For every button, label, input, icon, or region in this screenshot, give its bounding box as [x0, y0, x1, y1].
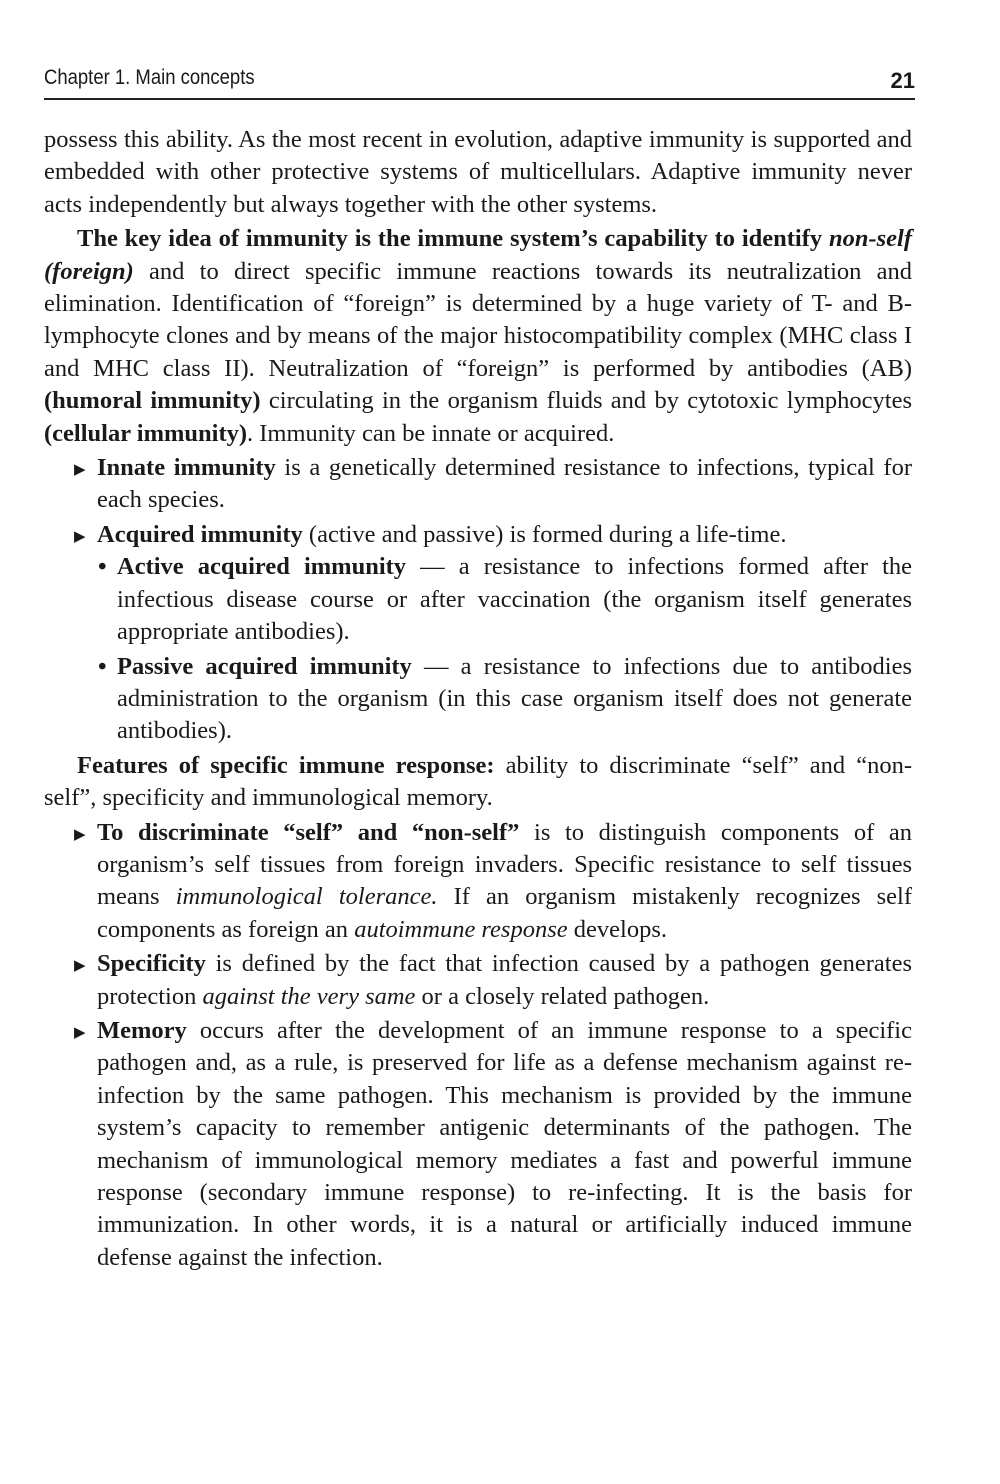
- memory-text: occurs after the development of an immune response to a specific pathogen and, as a rule, is preserved for life as a defense mechanism against re-infection by the same pathogen. This mechanism is provided by the immune system’s capacity to remember antigenic determinants of the pathogen. The mechanism of immunological memory mediates a fast and powerful immune response (secondary immune response) to re-infecting. It is the basis for immunization. In other words, it is a natural or artificially induced immune defense against the infection.: [97, 1016, 912, 1271]
- active-acquired-term: Active acquired immunity: [117, 553, 407, 581]
- passive-acquired-term: Passive acquired immunity: [117, 652, 412, 680]
- arrow-bullet-icon: ▶: [74, 526, 86, 545]
- arrow-bullet-icon: ▶: [74, 1022, 86, 1041]
- features-text: ability to discriminate “self” and “non-self”, specificity and immunological memory.: [44, 751, 912, 812]
- running-header: [44, 64, 915, 100]
- immunological-tolerance-term: immunological tolerance.: [175, 883, 438, 911]
- acquired-immunity-text: (active and passive) is formed during a life-time.: [302, 520, 787, 548]
- key-idea-text-2: circulating in the organism fluids and by cytotoxic lymphocytes: [260, 387, 913, 415]
- autoimmune-response-term: autoimmune response: [354, 915, 568, 943]
- dot-bullet-icon: •: [98, 652, 107, 680]
- passive-acquired-text: — a resistance to infections due to antibodies administration to the organism (in this case organism itself does not generate antibodies).: [117, 652, 912, 745]
- innate-immunity-text: is a genetically determined resistance to infections, typical for each species.: [97, 454, 912, 514]
- memory-item: [44, 1015, 912, 1274]
- against-the-very-same-term: against the very same: [202, 982, 416, 1010]
- humoral-immunity-term: (humoral immunity): [44, 387, 261, 415]
- dot-bullet-icon: •: [98, 553, 107, 581]
- features-paragraph: [44, 750, 912, 815]
- cellular-immunity-term: (cellular immunity): [44, 419, 248, 447]
- memory-term: Memory: [97, 1016, 187, 1044]
- chapter-title: Chapter 1. Main concepts: [44, 66, 255, 89]
- specificity-text-1: is defined by the fact that infection caused by a pathogen generates protection: [97, 950, 912, 1010]
- specificity-text-2: or a closely related pathogen.: [415, 982, 710, 1010]
- discriminate-text-3: develops.: [567, 915, 667, 943]
- innate-immunity-term: Innate immunity: [97, 454, 276, 482]
- active-acquired-item: [44, 551, 912, 648]
- discriminate-text-1: is to distinguish components of an organism’s self tissues from foreign invaders. Specific resistance to self tissues means: [97, 818, 912, 911]
- key-idea-paragraph: [44, 223, 912, 450]
- page-number: 21: [890, 68, 915, 93]
- discriminate-term: To discriminate “self” and “non-self”: [97, 818, 520, 846]
- innate-immunity-item: [44, 452, 912, 517]
- specificity-item: [44, 948, 912, 1013]
- key-idea-lead: The key idea of immunity is the immune system’s capability to identify: [77, 225, 829, 253]
- acquired-immunity-term: Acquired immunity: [97, 520, 303, 548]
- features-lead: Features of specific immune response:: [77, 751, 495, 779]
- body-text: [44, 124, 912, 1274]
- discriminate-text-2: If an organism mistakenly recognizes self components as foreign an: [97, 883, 913, 943]
- discriminate-item: [44, 817, 912, 947]
- specificity-term: Specificity: [97, 950, 206, 978]
- arrow-bullet-icon: ▶: [74, 460, 86, 479]
- acquired-immunity-item: [44, 519, 912, 551]
- non-self-term: non-self (foreign): [44, 225, 912, 285]
- key-idea-text-1: and to direct specific immune reactions towards its neutralization and elimination. Identification of “foreign” is determined by a huge variety of T- and B-lymphocyte clones and by means of the major histocompatibility complex (MHC class I and MHC class II). Neutralization of “foreign” is performed by antibodies (AB): [44, 257, 912, 382]
- key-idea-text-3: . Immunity can be innate or acquired.: [247, 419, 615, 447]
- passive-acquired-item: [44, 651, 912, 748]
- active-acquired-text: — a resistance to infections formed after the infectious disease course or after vaccination (the organism itself generates appropriate antibodies).: [117, 553, 912, 646]
- arrow-bullet-icon: ▶: [74, 824, 86, 843]
- arrow-bullet-icon: ▶: [74, 956, 86, 975]
- intro-paragraph: possess this ability. As the most recent in evolution, adaptive immunity is supported and embedded with other protective systems of multicellulars. Adaptive immunity never acts independently but always together with the other systems.: [44, 126, 912, 218]
